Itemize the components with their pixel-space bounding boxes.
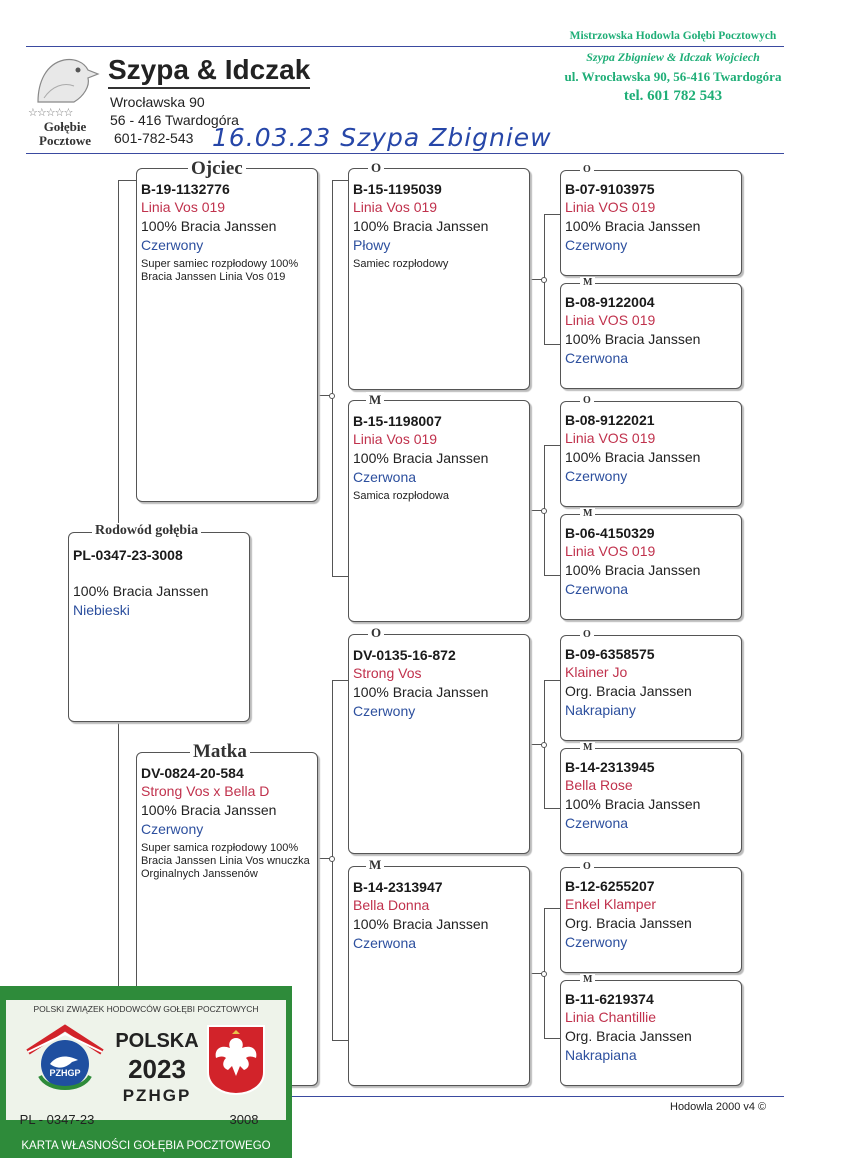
o-label: O	[580, 164, 594, 175]
polish-eagle-emblem-icon	[206, 1024, 266, 1096]
ring-number: DV-0135-16-872	[353, 647, 456, 663]
ffm-card	[560, 283, 742, 389]
ring-number: B-19-1132776	[141, 181, 230, 197]
color: Czerwona	[565, 815, 629, 831]
mfm-card	[560, 748, 742, 854]
footer-text: Hodowla 2000 v4 ©	[670, 1101, 767, 1113]
connector	[332, 180, 348, 181]
breed: 100% Bracia Janssen	[565, 562, 701, 578]
connector	[332, 576, 348, 577]
connector	[544, 575, 560, 576]
connector-dot	[541, 508, 547, 514]
ring-number: B-15-1195039	[353, 181, 442, 197]
line: Bella Donna	[353, 897, 430, 913]
color: Czerwony	[565, 468, 628, 484]
breed: 100% Bracia Janssen	[353, 916, 489, 932]
connector	[332, 180, 333, 576]
ring-number: B-15-1198007	[353, 413, 442, 429]
mm-card	[348, 866, 530, 1086]
m-label: M	[580, 277, 595, 288]
stamp-line1: Mistrzowska Hodowla Gołębi Pocztowych	[569, 30, 777, 42]
logo-text: Gołębie Pocztowe	[39, 119, 91, 148]
breed: Org. Bracia Janssen	[565, 915, 692, 931]
ring-number: DV-0824-20-584	[141, 765, 244, 781]
line: Linia VOS 019	[565, 199, 656, 215]
breed: 100% Bracia Janssen	[353, 684, 489, 700]
m-label: M	[366, 392, 384, 408]
card-top-text: POLSKI ZWIĄZEK HODOWCÓW GOŁĘBI POCZTOWYCH	[33, 1004, 259, 1014]
ojciec-label: Ojciec	[188, 158, 246, 180]
color: Nakrapiany	[565, 702, 636, 718]
connector	[544, 908, 560, 909]
breed: 100% Bracia Janssen	[565, 449, 701, 465]
line: Linia VOS 019	[565, 312, 656, 328]
breed: Org. Bracia Janssen	[565, 1028, 692, 1044]
handwritten-note: 16.03.23 Szypa Zbigniew	[212, 123, 552, 152]
fmf-card	[560, 401, 742, 507]
stamp-line2: Szypa Zbigniew & Idczak Wojciech	[586, 50, 760, 64]
subject-card	[68, 532, 250, 722]
connector	[544, 680, 560, 681]
line: Linia Vos 019	[353, 199, 438, 215]
line: Linia VOS 019	[565, 543, 656, 559]
breed: 100% Bracia Janssen	[565, 218, 701, 234]
connector	[118, 180, 119, 529]
fff-card	[560, 170, 742, 276]
color: Czerwony	[565, 237, 628, 253]
color: Niebieski	[73, 602, 130, 618]
connector-dot	[541, 277, 547, 283]
color: Czerwony	[141, 821, 204, 837]
header-bottom-rule	[26, 153, 784, 154]
mff-card	[560, 635, 742, 741]
connector	[544, 1038, 560, 1039]
ownership-card-inner	[6, 1000, 286, 1120]
line: Linia Vos 019	[141, 199, 226, 215]
breed: 100% Bracia Janssen	[353, 450, 489, 466]
color: Płowy	[353, 237, 391, 253]
connector-dot	[329, 393, 335, 399]
stamp-line4: tel. 601 782 543	[623, 88, 723, 104]
breed: 100% Bracia Janssen	[141, 802, 277, 818]
stamp-line3: ul. Wrocławska 90, 56-416 Twardogóra	[564, 69, 782, 84]
connector	[118, 180, 136, 181]
color: Czerwona	[353, 469, 417, 485]
card-ring-left: PL - 0347-23	[19, 1112, 95, 1127]
o-label: O	[368, 625, 384, 641]
color: Czerwona	[565, 581, 629, 597]
address-line2: 56 - 416 Twardogóra	[110, 112, 239, 128]
card-ring-right: 3008	[229, 1112, 259, 1127]
breed: 100% Bracia Janssen	[353, 218, 489, 234]
color: Czerwony	[353, 703, 416, 719]
breed: 100% Bracia Janssen	[141, 218, 277, 234]
breed: Org. Bracia Janssen	[565, 683, 692, 699]
line: Linia Vos 019	[353, 431, 438, 447]
father-card	[136, 168, 318, 502]
ring-number: B-11-6219374	[565, 991, 654, 1007]
connector	[332, 1040, 348, 1041]
matka-label: Matka	[190, 741, 250, 763]
header-top-rule	[26, 46, 784, 47]
line: Linia Chantillie	[565, 1009, 657, 1025]
note: Samiec rozpłodowy	[353, 258, 449, 270]
line: Strong Vos	[353, 665, 422, 681]
card-country: POLSKA	[115, 1030, 199, 1052]
ring-number: B-09-6358575	[565, 646, 655, 662]
card-bottom-text: KARTA WŁASNOŚCI GOŁĘBIA POCZTOWEGO	[21, 1140, 271, 1152]
connector	[544, 445, 560, 446]
ring-number: B-12-6255207	[565, 878, 655, 894]
stars-icon: ☆☆☆☆☆	[28, 107, 73, 119]
ring-number: B-08-9122004	[565, 294, 655, 310]
pzhgp-logo-text: PZHGP	[49, 1068, 81, 1078]
note: Samica rozpłodowa	[353, 490, 449, 502]
o-label: O	[368, 160, 384, 176]
card-year: 2023	[128, 1054, 186, 1084]
footer-rule	[290, 1096, 784, 1097]
m-label: M	[366, 857, 384, 873]
color: Czerwony	[141, 237, 204, 253]
color: Czerwona	[565, 350, 629, 366]
note: Super samiec rozpłodowy 100% Bracia Janssen Linia Vos 019	[141, 258, 299, 283]
mmm-card	[560, 980, 742, 1086]
color: Nakrapiana	[565, 1047, 637, 1063]
line: Linia VOS 019	[565, 430, 656, 446]
ring-number: B-14-2313947	[353, 879, 443, 895]
ring-number: B-06-4150329	[565, 525, 655, 541]
line: Bella Rose	[565, 777, 633, 793]
m-label: M	[580, 508, 595, 519]
color: Czerwony	[565, 934, 628, 950]
breed: 100% Bracia Janssen	[73, 583, 209, 599]
fm-card	[348, 400, 530, 622]
rodowod-label: Rodowód gołębia	[92, 523, 201, 539]
card-org: PZHGP	[122, 1086, 192, 1105]
connector	[544, 214, 560, 215]
brand-title: Szypa & Idczak	[108, 54, 310, 89]
m-label: M	[580, 974, 595, 985]
o-label: O	[580, 629, 594, 640]
phone: 601-782-543	[114, 130, 194, 146]
ring-number: B-08-9122021	[565, 412, 655, 428]
note: Super samica rozpłodowy 100% Bracia Janssen Linia Vos wnuczka Orginalnych Janssenów	[141, 842, 310, 880]
mmf-card	[560, 867, 742, 973]
color: Czerwona	[353, 935, 417, 951]
ownership-card	[0, 986, 292, 1158]
o-label: O	[580, 861, 594, 872]
line: Klainer Jo	[565, 664, 628, 680]
breed: 100% Bracia Janssen	[565, 331, 701, 347]
o-label: O	[580, 395, 594, 406]
connector-dot	[329, 856, 335, 862]
line: Enkel Klamper	[565, 896, 657, 912]
connector-dot	[541, 742, 547, 748]
ff-card	[348, 168, 530, 390]
line: Strong Vos x Bella D	[141, 783, 270, 799]
m-label: M	[580, 742, 595, 753]
connector-dot	[541, 971, 547, 977]
pzhgp-logo-icon	[20, 1022, 110, 1098]
ring-number: PL-0347-23-3008	[73, 547, 183, 563]
ring-number: B-07-9103975	[565, 181, 655, 197]
address-line1: Wrocławska 90	[110, 94, 205, 110]
connector	[544, 344, 560, 345]
ring-number: B-14-2313945	[565, 759, 655, 775]
connector	[332, 680, 348, 681]
breed: 100% Bracia Janssen	[565, 796, 701, 812]
mf-card	[348, 634, 530, 854]
fmm-card	[560, 514, 742, 620]
connector	[544, 808, 560, 809]
